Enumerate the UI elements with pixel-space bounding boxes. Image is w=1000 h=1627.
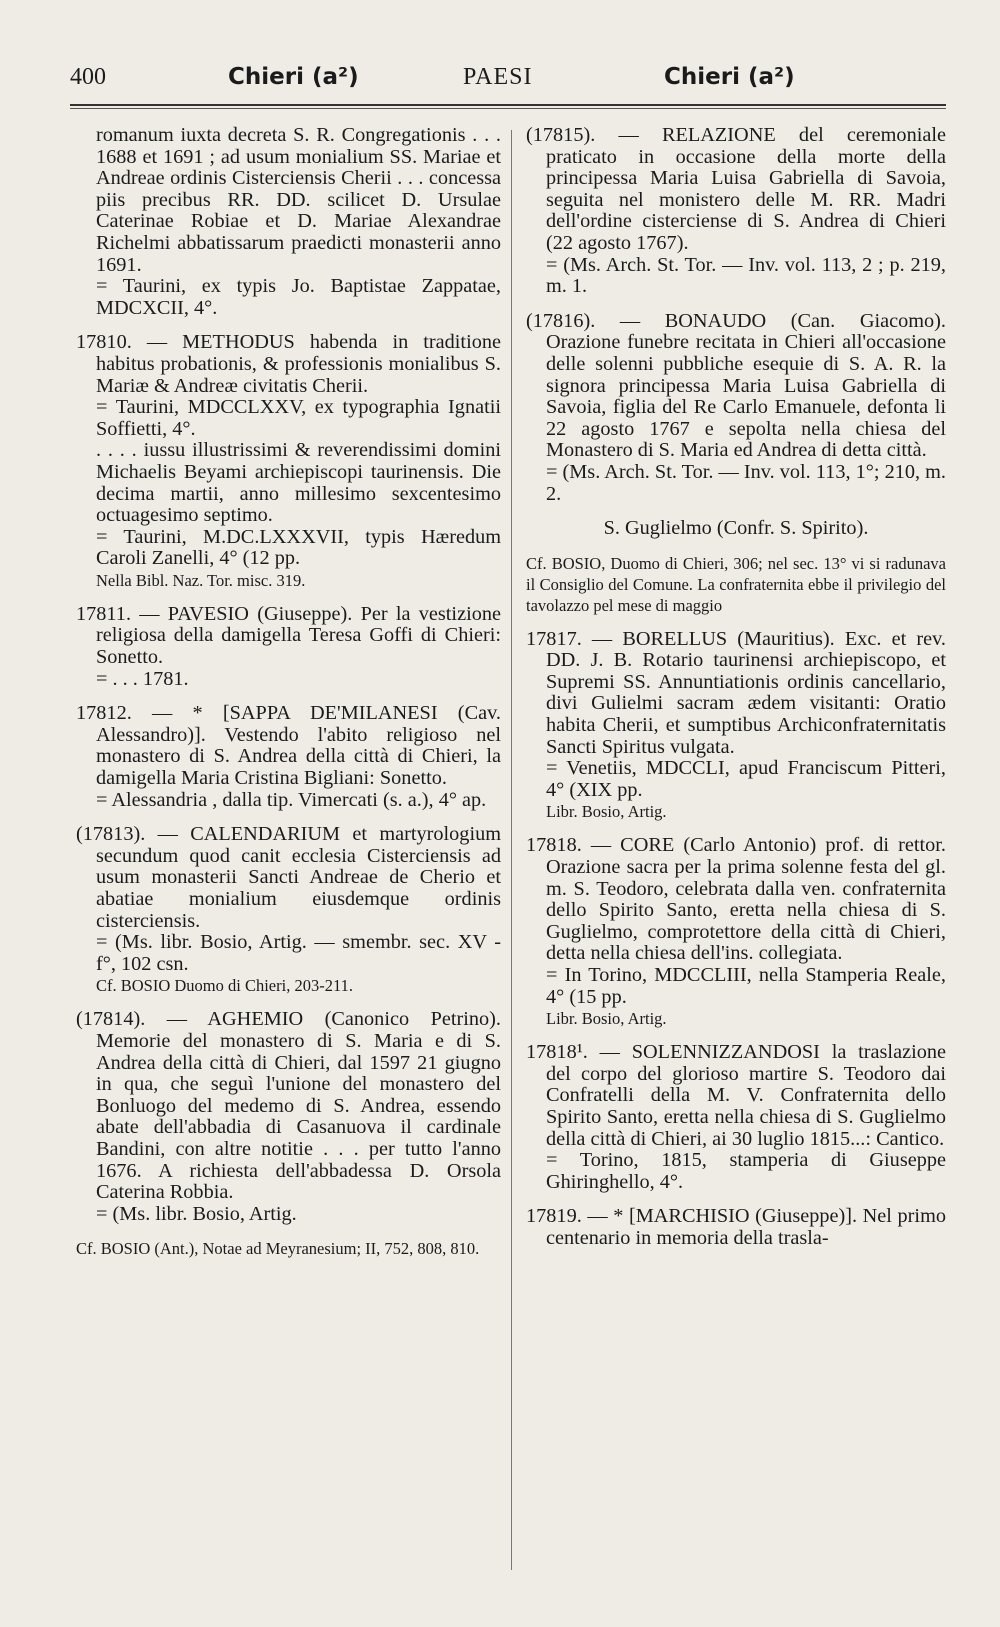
bibliographic-entry: = (Ms. libr. Bosio, Artig. — smembr. sec. XV - f°, 102 csn. [96,931,501,975]
bibliographic-entry: = Taurini, MDCCLXXV, ex typographia Ignatii Soffietti, 4°. [96,396,501,440]
entry-spacer [76,1225,501,1238]
bibliographic-entry: 17818. — CORE (Carlo Antonio) prof. di rettor. Orazione sacra per la prima solenne festa del gl. m. S. Teodoro, celebrata dalla ven. confraternita dello Spirito Santo, eretta nella chiesa di S. Guglielmo, comprotettore della città di Chieri, detta nella chiesa dell'ins. collegiata. [526,834,946,965]
running-title-left: Chieri (a²) [228,64,359,90]
bibliographic-entry: 17810. — METHODUS habenda in traditione habitus probationis, & professionis monialibus S. Mariæ & Andreæ civitatis Cherii. [76,331,501,397]
bibliographic-entry: = Alessandria , dalla tip. Vimercati (s. a.), 4° ap. [96,788,487,811]
header-rule-thin [70,108,946,109]
left-column [76,125,501,1259]
entry-spacer [526,616,946,629]
bibliographic-entry: (17813). — CALENDARIUM et martyrologium secundum quod canit ecclesia Cisterciensis ad usum monasterii Sancti Andreae de Cherio et abatiae monialium eiusdemque ordinis cisterciensis. [76,823,501,932]
bibliographic-entry: romanum iuxta decreta S. R. Congregationis . . . 1688 et 1691 ; ad usum monialium SS. Mariae et Andreae ordinis Cisterciensis Cherii . . . concessa piis precibus RR. DD. scilicet D. Ursulae Caterinae Robiae et D. Mariae Alexandrae Richelmi abbatissarum praedicti monasterii anno 1691. [96,124,501,276]
bibliographic-entry: (17814). — AGHEMIO (Canonico Petrino). Memorie del monastero di S. Maria e di S. Andrea della città di Chieri, dal 1597 21 giugno in qua, che seguì l'unione del monastero del Bonluogo del medemo di S. Andrea, essendo abate dell'abbadia di Casanuova il cardinale Bandini, con altre notitie . . . per tutto l'anno 1676. A richiesta dell'abbadessa D. Orsola Caterina Robbia. [76,1008,501,1204]
bibliographic-entry: . . . . iussu illustrissimi & reverendissimi domini Michaelis Beyami archiepiscopi taurinensis. Die decima martii, anno millesimo sexcentesimo octuagesimo septimo. [96,439,501,527]
page-header [70,62,950,102]
bibliographic-entry: 17818¹. — SOLENNIZZANDOSI la traslazione del corpo del glorioso martire S. Teodoro dai Confratelli della M. V. Confraternita dello Spirito Santo, eretta nella chiesa di S. Guglielmo della città di Chieri, ai 30 luglio 1815...: Cantico. [526,1041,946,1150]
bibliographic-entry: 17819. — * [MARCHISIO (Giuseppe)]. Nel primo centenario in memoria della trasla- [526,1205,946,1249]
bibliographic-entry: = Venetiis, MDCCLI, apud Franciscum Pitteri, 4° (XIX pp. [546,757,946,801]
entry-spacer [526,540,946,553]
bibliographic-entry: (17816). — BONAUDO (Can. Giacomo). Orazione funebre recitata in Chieri all'occasione delle solenni pubbliche esequie di S. A. R. la signora principessa Maria Luisa Gabriella di Savoia, figlia del Re Carlo Emanuele, defonta li 22 agosto 1767 e sepolta nella chiesa del Monastero di S. Maria ed Andrea di detta città. [526,309,946,462]
citation-note: Cf. BOSIO Duomo di Chieri, 203-211. [96,976,353,996]
bibliographic-entry: 17817. — BORELLUS (Mauritius). Exc. et rev. DD. J. B. Rotario taurinensi archiepiscopo, et Supremi SS. Annuntiationis ordinis cancellario, divi Gulielmi sacram ædem visitanti: Oratio habita Cherii, et sumptibus Archiconfraternitatis Sancti Spiritus vulgata. [526,627,946,758]
running-title-right: Chieri (a²) [664,64,795,90]
bibliographic-entry: 17812. — * [SAPPA DE'MILANESI (Cav. Alessandro)]. Vestendo l'abito religioso nel monastero di S. Andrea della città di Chieri, la damigella Maria Cristina Bigliani: Sonetto. [76,702,501,790]
bibliographic-entry: = In Torino, MDCCLIII, nella Stamperia Reale, 4° (15 pp. [546,964,946,1008]
bibliographic-entry: = (Ms. Arch. St. Tor. — Inv. vol. 113, 1°; 210, m. 2. [546,460,946,505]
bibliographic-entry: = (Ms. Arch. St. Tor. — Inv. vol. 113, 2 ; p. 219, m. 1. [546,253,946,298]
page-number: 400 [70,64,106,90]
header-rule [70,104,946,106]
citation-note: Libr. Bosio, Artig. [546,1009,667,1029]
entry-spacer [76,591,501,604]
citation-note: Libr. Bosio, Artig. [546,802,667,822]
bibliographic-entry: = Taurini, ex typis Jo. Baptistae Zappatae, MDCXCII, 4°. [96,275,501,319]
bibliographic-entry: = (Ms. libr. Bosio, Artig. [96,1202,297,1225]
bibliographic-entry: 17811. — PAVESIO (Giuseppe). Per la vestizione religiosa della damigella Teresa Goffi di Chieri: Sonetto. [76,602,501,669]
bibliographic-entry: = Taurini, M.DC.LXXXVII, typis Hæredum Caroli Zanelli, 4° (12 pp. [96,525,501,570]
citation-note: Cf. BOSIO, Duomo di Chieri, 306; nel sec. 13° vi si radunava il Consiglio del Comune. La confraternita ebbe il privilegio del tavolazzo pel mese di maggio [526,553,946,615]
right-column [526,125,946,1250]
citation-note: Cf. BOSIO (Ant.), Notae ad Meyranesium; II, 752, 808, 810. [76,1239,480,1259]
bibliographic-entry: = Torino, 1815, stamperia di Giuseppe Ghiringhello, 4°. [546,1149,946,1193]
column-divider [511,130,512,1570]
citation-note: Nella Bibl. Naz. Tor. misc. 319. [96,570,306,590]
entry-spacer [526,298,946,311]
bibliographic-entry: = . . . 1781. [96,667,189,690]
bibliographic-entry: S. Guglielmo (Confr. S. Spirito). [603,517,869,540]
bibliographic-entry: (17815). — RELAZIONE del ceremoniale praticato in occasione della morte della principessa Maria Luisa Gabriella di Savoia, seguita nel monistero delle M. RR. Madri dell'ordine cisterciense di S. Andrea di Chieri (22 agosto 1767). [526,124,946,254]
running-title-center: PAESI [463,64,533,90]
